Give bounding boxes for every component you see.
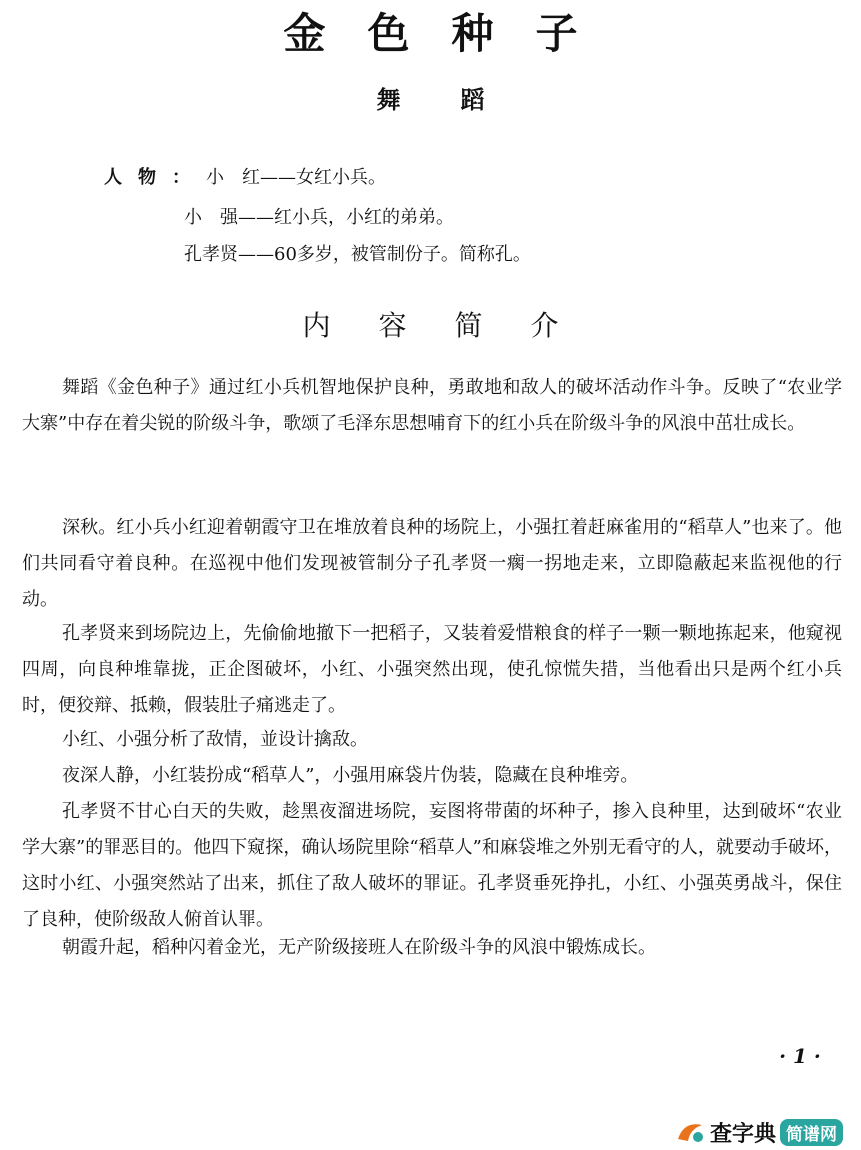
synopsis-paragraph: 朝霞升起，稻种闪着金光，无产阶级接班人在阶级斗争的风浪中锻炼成长。 <box>62 937 656 958</box>
synopsis-paragraph: 孔孝贤不甘心白天的失败，趁黑夜溜进场院，妄图将带菌的坏种子，掺入良种里，达到破坏“农业学大寨”的罪恶目的。他四下窥探，确认场院里除“稻草人”和麻袋堆之外别无看守的人，就要动手破坏，这时小红、小强突然站了出来，抓住了敌人破坏的罪证。孔孝贤垂死挣扎，小红、小强英勇战斗，保住了良种，使阶级敌人俯首认罪。 <box>22 801 842 930</box>
page-title: 金色种子 <box>283 9 620 58</box>
cast-line-3 <box>184 243 531 267</box>
cast-member: 孔孝贤——60多岁，被管制份子。简称孔。 <box>184 244 531 265</box>
page-subtitle: 舞蹈 <box>376 85 545 114</box>
synopsis-paragraph: 夜深人静，小红装扮成“稻草人”，小强用麻袋片伪装，隐藏在良种堆旁。 <box>62 765 639 786</box>
synopsis-paragraph: 舞蹈《金色种子》通过红小兵机智地保护良种，勇敢地和敌人的破坏活动作斗争。反映了“农业学大寨”中存在着尖锐的阶级斗争，歌颂了毛泽东思想哺育下的红小兵在阶级斗争的风浪中茁壮成长。 <box>22 377 842 434</box>
page-number: · 1 · <box>779 1044 821 1068</box>
watermark-site: 简谱网 <box>780 1119 843 1146</box>
cast-heading: 人物： <box>104 167 206 188</box>
cast-member: 小 强——红小兵，小红的弟弟。 <box>184 207 454 228</box>
synopsis-paragraph: 小红、小强分析了敌情，並设计擒敌。 <box>62 729 368 750</box>
watermark-text: 查字典 <box>710 1121 777 1147</box>
synopsis-paragraph: 孔孝贤来到场院边上，先偷偷地撤下一把稻子，又装着爱惜粮食的样子一颗一颗地拣起来，他窥视四周，向良种堆靠拢，正企图破坏，小红、小强突然出现，使孔惊慌失措，当他看出只是两个红小兵时，便狡辩、抵赖，假装肚子痛逃走了。 <box>22 623 842 716</box>
synopsis-heading: 内容简介 <box>302 309 607 342</box>
watermark-logo <box>676 1118 856 1146</box>
cast-member: 小 红——女红小兵。 <box>206 167 386 188</box>
cast-line-2 <box>184 206 454 230</box>
synopsis-paragraph: 深秋。红小兵小红迎着朝霞守卫在堆放着良种的场院上，小强扛着赶麻雀用的“稻草人”也来了。他们共同看守着良种。在巡视中他们发现被管制分子孔孝贤一瘸一拐地走来，立即隐蔽起来监视他的行动。 <box>22 517 842 610</box>
cast-line-1 <box>104 166 386 190</box>
watermark-icon <box>676 1119 706 1145</box>
